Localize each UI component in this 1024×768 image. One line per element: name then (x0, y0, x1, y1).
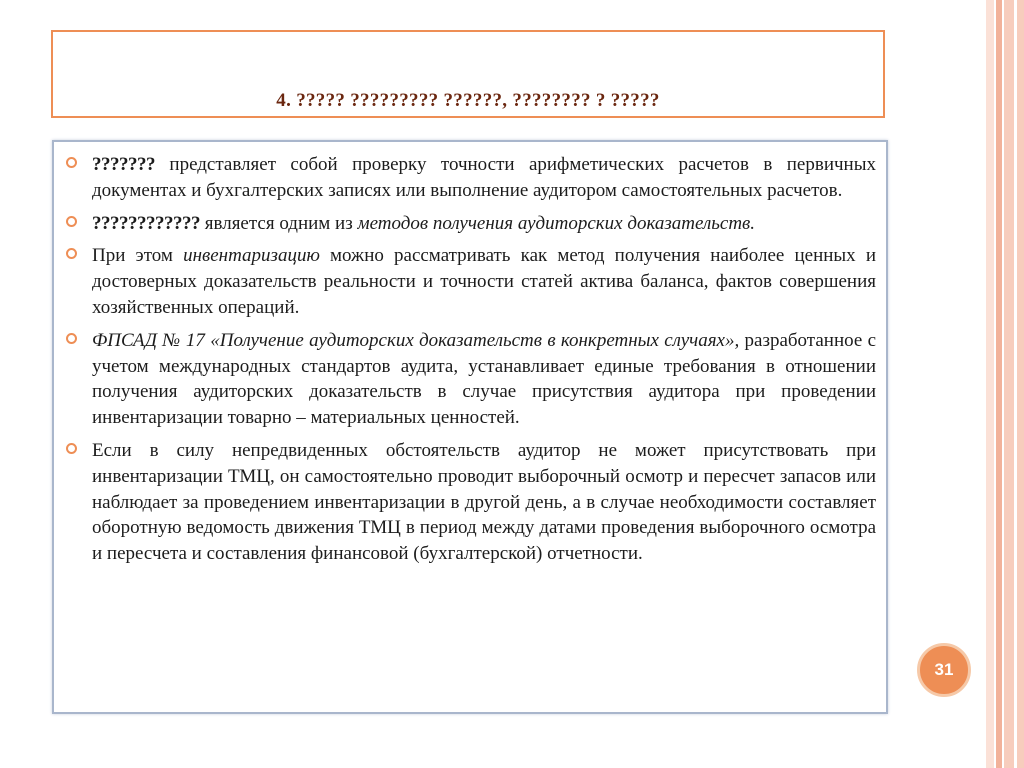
bullet-text: можно рассматривать как метод получения наиболее ценных и достоверных доказательств реальности и точности статей актива баланса, фактов совершения хозяйственных операций. (92, 245, 876, 318)
bullet-text: При этом (92, 245, 184, 267)
bullet-text: Если в силу непредвиденных обстоятельств аудитор не может присутствовать при инвентаризации ТМЦ, он самостоятельно проводит выборочный осмотр и пересчет запасов или наблюдает за проведением инвентаризации в другой день, а в случае необходимости составляет оборотную ведомость движения ТМЦ в период между датами проведения выборочного осмотра и пересчета и составления финансовой (бухгалтерской) отчетности. (92, 439, 876, 565)
bullet-italic-text: инвентаризацию (183, 245, 320, 267)
bullet-text: разработанное с учетом международных стандартов аудита, устанавливает единые требования в отношении получения аудиторских доказательств в случае присутствия аудитора при проведении инвентаризации товарно – материальных ценностей. (92, 329, 876, 429)
bullet-text: представляет собой проверку точности арифметических расчетов в первичных документах и бухгалтерских записях или выполнение аудитором самостоятельных расчетов. (92, 154, 876, 201)
bullet-lead: ??????? (92, 154, 155, 175)
bullet-italic-text: ФПСАД № 17 «Получение аудиторских доказательств в конкретных случаях», (92, 329, 740, 351)
bullet-circle-icon (66, 443, 77, 454)
bullet-lead: ???????????? (92, 212, 200, 234)
bullet-circle-icon (66, 157, 77, 168)
bullet-text: является одним из (200, 212, 358, 234)
bullet-list (54, 142, 886, 567)
bullet-item (92, 328, 876, 431)
bullet-item (92, 438, 876, 567)
page-number-badge: 31 (917, 643, 971, 697)
slide-title: 4. ????? ????????? ??????, ???????? ? ????? (276, 90, 660, 111)
bullet-item (92, 243, 876, 320)
bullet-circle-icon (66, 216, 77, 227)
content-box (52, 140, 888, 714)
decorative-stripe (1014, 0, 1017, 768)
bullet-italic-text: методов получения аудиторских доказательств. (357, 212, 756, 234)
bullet-circle-icon (66, 248, 77, 259)
title-box (51, 30, 885, 118)
decorative-stripe (996, 0, 1002, 768)
bullet-circle-icon (66, 333, 77, 344)
bullet-item (92, 152, 876, 204)
bullet-item (92, 211, 876, 237)
decorative-stripe (986, 0, 994, 768)
